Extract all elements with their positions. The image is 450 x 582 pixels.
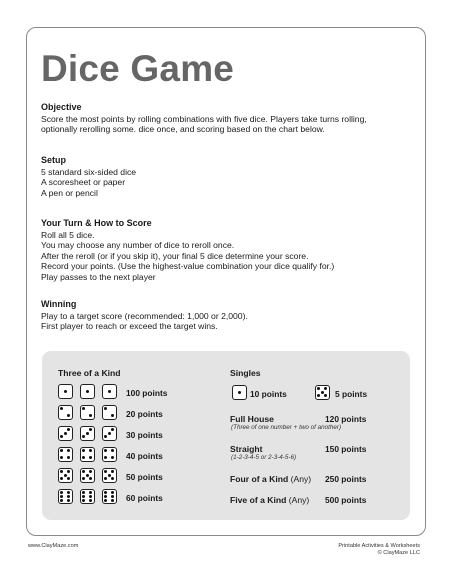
die-pip [104, 477, 107, 480]
three-kind-heading: Three of a Kind [58, 368, 121, 378]
three-kind-points: 50 points [126, 472, 163, 482]
die-pip [89, 428, 92, 431]
combo-label: Four of a Kind (Any) [230, 474, 312, 484]
single-one-points: 10 points [250, 389, 287, 399]
turn-line: After the reroll (or if you skip it), your final 5 dice determine your score. [41, 250, 309, 261]
die-face-3-icon [58, 426, 73, 441]
die-pip [108, 390, 111, 393]
setup-section [41, 155, 413, 198]
die-pip [82, 449, 85, 452]
three-kind-points: 20 points [126, 409, 163, 419]
die-pip [82, 470, 85, 473]
turn-heading: Your Turn & How to Score [41, 218, 152, 228]
die-pip [104, 435, 107, 438]
die-pip [104, 456, 107, 459]
die-pip [89, 499, 92, 502]
rules-card [26, 27, 426, 536]
die-pip [60, 470, 63, 473]
die-face-1-icon [58, 384, 73, 399]
combo-points: 250 points [325, 474, 367, 484]
die-pip [60, 435, 63, 438]
scoring-chart [42, 351, 410, 520]
die-pip [67, 495, 70, 498]
die-pip [104, 449, 107, 452]
die-face-2-icon [58, 405, 73, 420]
three-kind-points: 30 points [126, 430, 163, 440]
die-pip [104, 470, 107, 473]
die-pip [111, 491, 114, 494]
footer-credits [338, 543, 420, 557]
die-pip [104, 499, 107, 502]
die-pip [82, 477, 85, 480]
die-pip [67, 477, 70, 480]
die-face-2-icon [80, 405, 95, 420]
die-pip [111, 477, 114, 480]
die-pip [64, 432, 67, 435]
turn-line: You may choose any number of dice to reroll once. [41, 240, 235, 251]
die-pip [60, 456, 63, 459]
die-face-6-icon [102, 489, 117, 504]
die-pip [111, 428, 114, 431]
die-pip [111, 456, 114, 459]
die-pip [60, 407, 63, 410]
die-pip [60, 495, 63, 498]
winning-heading: Winning [41, 299, 77, 309]
footer-tagline: Printable Activities & Worksheets [338, 543, 420, 549]
footer-copyright: © ClayMaze LLC [377, 550, 420, 556]
die-pip [67, 470, 70, 473]
die-face-3-icon [102, 426, 117, 441]
die-pip [317, 387, 320, 390]
three-kind-points: 40 points [126, 451, 163, 461]
objective-heading: Objective [41, 102, 82, 112]
setup-line: 5 standard six-sided dice [41, 166, 137, 177]
objective-line: Score the most points by rolling combinations with five dice. Players take turns rolling, [41, 113, 367, 124]
die-pip [64, 390, 67, 393]
turn-line: Roll all 5 dice. [41, 229, 95, 240]
die-face-1-icon [80, 384, 95, 399]
die-pip [111, 495, 114, 498]
die-face-6-icon [80, 489, 95, 504]
die-pip [82, 456, 85, 459]
die-pip [82, 491, 85, 494]
combo-label: Straight [230, 444, 263, 454]
die-pip [89, 470, 92, 473]
single-five-points: 5 points [335, 389, 368, 399]
die-pip [67, 428, 70, 431]
combo-label: Five of a Kind (Any) [230, 495, 310, 505]
combo-points: 150 points [325, 444, 367, 454]
die-face-5-icon [58, 468, 73, 483]
die-face-4-icon [58, 447, 73, 462]
die-pip [321, 391, 324, 394]
die-pip [317, 394, 320, 397]
page-title: Dice Game [41, 48, 235, 89]
die-pip [108, 474, 111, 477]
die-pip [324, 387, 327, 390]
die-face-3-icon [80, 426, 95, 441]
die-face-5-icon [80, 468, 95, 483]
die-pip [86, 390, 89, 393]
die-face-6-icon [58, 489, 73, 504]
die-pip [111, 449, 114, 452]
die-face-4-icon [102, 447, 117, 462]
die-pip [67, 456, 70, 459]
die-face-2-icon [102, 405, 117, 420]
die-face-5-icon [102, 468, 117, 483]
die-pip [67, 449, 70, 452]
die-face-5-icon [315, 385, 330, 400]
three-kind-points: 100 points [126, 388, 168, 398]
die-pip [324, 394, 327, 397]
die-pip [111, 414, 114, 417]
die-pip [104, 491, 107, 494]
die-pip [89, 456, 92, 459]
die-pip [64, 474, 67, 477]
singles-heading: Singles [230, 368, 261, 378]
die-pip [104, 407, 107, 410]
combo-points: 500 points [325, 495, 367, 505]
three-kind-points: 60 points [126, 493, 163, 503]
die-pip [60, 449, 63, 452]
combo-label: Full House [230, 414, 274, 424]
die-face-4-icon [80, 447, 95, 462]
combo-sub: (Three of one number + two of another) [231, 424, 342, 431]
setup-line: A scoresheet or paper [41, 177, 126, 188]
die-pip [67, 499, 70, 502]
die-pip [60, 491, 63, 494]
die-pip [89, 414, 92, 417]
die-pip [82, 435, 85, 438]
winning-line: First player to reach or exceed the target wins. [41, 321, 218, 332]
die-pip [67, 491, 70, 494]
die-pip [111, 470, 114, 473]
die-pip [60, 477, 63, 480]
die-pip [89, 495, 92, 498]
die-pip [86, 432, 89, 435]
winning-line: Play to a target score (recommended: 1,000 or 2,000). [41, 310, 248, 321]
turn-section [41, 218, 413, 283]
die-pip [89, 491, 92, 494]
turn-line: Record your points. (Use the highest-value combination your dice qualify for.) [41, 261, 335, 272]
turn-line: Play passes to the next player [41, 271, 156, 282]
die-pip [89, 477, 92, 480]
die-pip [60, 499, 63, 502]
die-pip [111, 499, 114, 502]
die-pip [67, 414, 70, 417]
die-pip [108, 432, 111, 435]
die-pip [82, 499, 85, 502]
winning-section [41, 299, 413, 332]
objective-line: optionally rerolling some. dice once, and scoring based on the chart below. [41, 124, 325, 135]
die-face-1-icon [102, 384, 117, 399]
objective-section [41, 102, 413, 135]
die-pip [82, 495, 85, 498]
combo-sub: (1-2-3-4-5 or 2-3-4-5-6) [231, 454, 297, 461]
footer-website: www.ClayMaze.com [28, 543, 79, 549]
die-face-1-icon [232, 385, 247, 400]
die-pip [86, 474, 89, 477]
die-pip [104, 495, 107, 498]
die-pip [238, 391, 241, 394]
combo-points: 120 points [325, 414, 367, 424]
die-pip [82, 407, 85, 410]
setup-line: A pen or pencil [41, 187, 98, 198]
setup-heading: Setup [41, 155, 67, 165]
die-pip [89, 449, 92, 452]
